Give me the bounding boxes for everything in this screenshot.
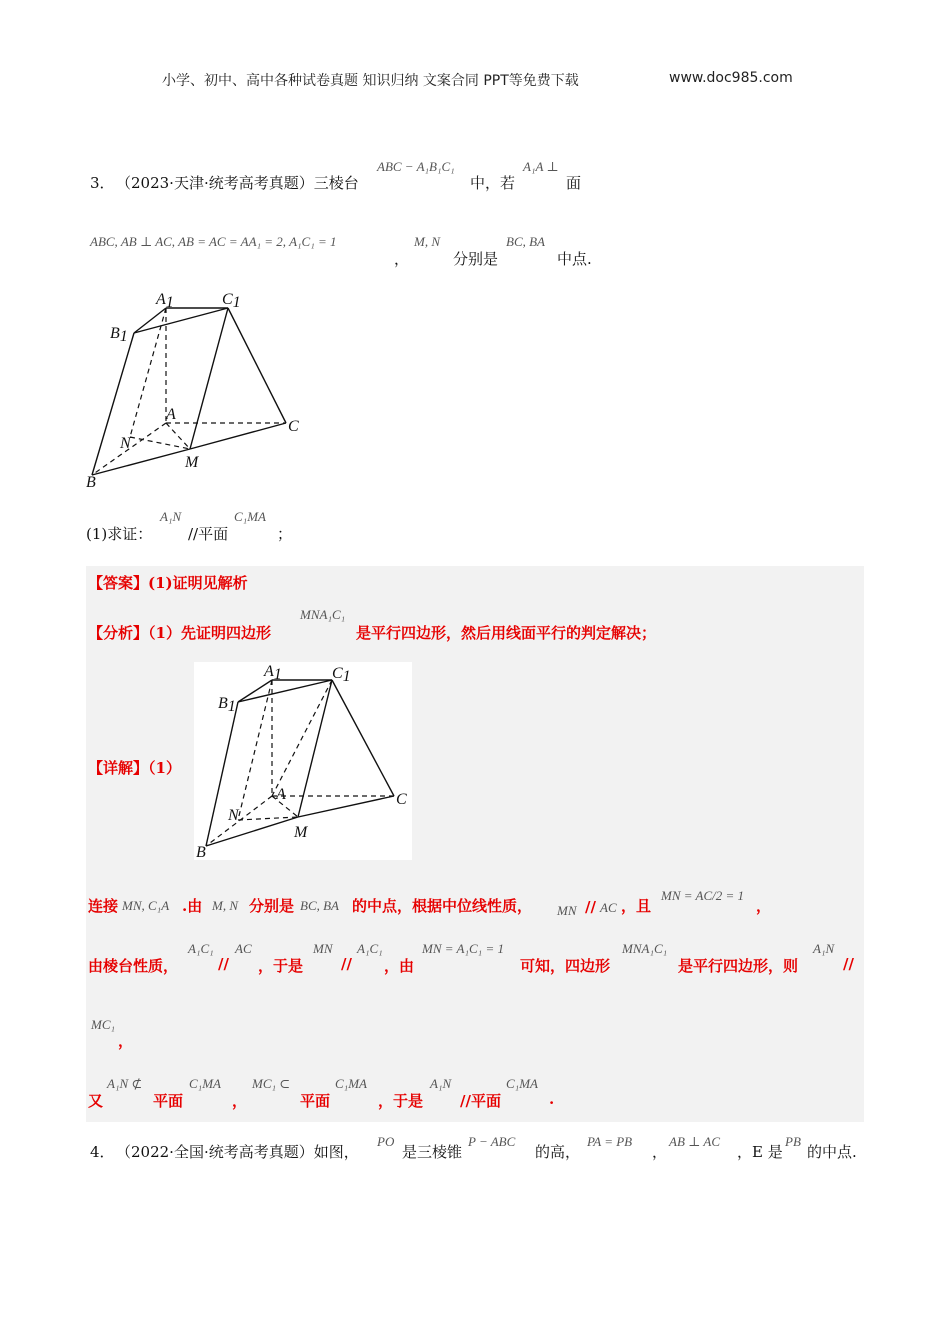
label-C1: C1 — [332, 665, 351, 685]
label-A: A — [276, 786, 286, 803]
frustum-figure — [80, 285, 320, 495]
text: ， — [232, 1092, 248, 1110]
math: PO — [377, 1134, 395, 1149]
question-number: 3． — [90, 174, 115, 192]
math: PB — [785, 1134, 801, 1149]
math: A₁C₁ — [357, 941, 383, 956]
math: AB ⊥ AC — [669, 1134, 720, 1149]
text: 面 — [566, 174, 582, 192]
text: 是三棱锥 — [402, 1143, 463, 1161]
analysis-suffix: 是平行四边形，然后用线面平行的判定解决； — [356, 624, 657, 642]
math: MC₁ ⊂ — [252, 1076, 291, 1091]
text: // — [843, 955, 854, 973]
math-conditions: ABC, AB ⊥ AC, AB = AC = AA₁ = 2, A₁C₁ = 1 — [90, 234, 337, 249]
math: AC — [600, 900, 617, 915]
text: ， — [652, 1143, 668, 1161]
header-text: 小学、初中、高中各种试卷真题 知识归纳 文案合同 PPT等免费下载 — [162, 73, 579, 89]
label-B: B — [86, 474, 96, 491]
math: M, N — [212, 898, 238, 913]
label-B1: B1 — [110, 325, 128, 345]
text: 又 — [88, 1092, 104, 1110]
part1-prefix: (1)求证： — [86, 525, 153, 543]
math-mn: M, N — [414, 234, 440, 249]
math: A₁N — [813, 941, 835, 956]
math: MN — [313, 941, 333, 956]
text: 连接 — [88, 897, 119, 915]
text: 分别是 — [453, 250, 499, 268]
detail-label: 【详解】（1） — [88, 759, 181, 777]
analysis-prefix: 【分析】（1）先证明四边形 — [88, 624, 271, 642]
math: MN — [557, 903, 577, 918]
math: C₁MA — [189, 1076, 221, 1091]
text: .由 — [182, 897, 203, 915]
text: 平面 — [153, 1092, 184, 1110]
text: // — [585, 898, 596, 916]
text: //平面 — [460, 1092, 501, 1110]
label-M: M — [294, 824, 308, 841]
label-B1: B1 — [218, 695, 236, 715]
text: ，于是 — [258, 957, 304, 975]
text: 平面 — [300, 1092, 331, 1110]
math-fraction: MN = AC/2 = 1 — [661, 888, 745, 903]
label-M: M — [185, 454, 199, 471]
math: A₁N ⊄ — [107, 1076, 143, 1091]
text: ； — [277, 525, 293, 543]
label-B: B — [196, 844, 206, 860]
math: BC, BA — [300, 898, 339, 913]
text: ， — [394, 250, 410, 268]
text: 的高， — [535, 1143, 581, 1161]
math: AC — [235, 941, 252, 956]
header-url: www.doc985.com — [669, 70, 793, 86]
text: 中点. — [557, 250, 592, 268]
math: MNA₁C₁ — [622, 941, 668, 956]
text: 分别是 — [249, 897, 295, 915]
text: 由棱台性质， — [88, 957, 179, 975]
text: ，E 是 — [737, 1143, 783, 1161]
math-perp: A₁A ⊥ — [523, 159, 559, 174]
label-C1: C1 — [222, 291, 241, 311]
math: MN = A₁C₁ = 1 — [422, 941, 504, 956]
text: ，且 — [621, 897, 652, 915]
text: . — [549, 1090, 555, 1108]
math-quad: MNA₁C₁ — [300, 607, 346, 622]
math-plane: C₁MA — [234, 509, 266, 524]
math: MC₁ — [91, 1017, 116, 1032]
math-a1n: A₁N — [160, 509, 182, 524]
math: C₁MA — [335, 1076, 367, 1091]
label-N: N — [120, 435, 131, 452]
text: 的中点，根据中位线性质， — [352, 897, 533, 915]
math: A₁C₁ — [188, 941, 214, 956]
math: A₁N — [430, 1076, 452, 1091]
label-A: A — [166, 406, 176, 423]
math: P − ABC — [468, 1134, 516, 1149]
math: MN, C₁A — [122, 898, 170, 913]
text: ，由 — [384, 957, 415, 975]
answer-line: 【答案】(1)证明见解析 — [88, 574, 248, 592]
question-number: 4． — [90, 1143, 115, 1161]
text: ，于是 — [378, 1092, 424, 1110]
text: 中，若 — [470, 174, 516, 192]
math: C₁MA — [506, 1076, 538, 1091]
math: PA = PB — [587, 1134, 633, 1149]
math-bcba: BC, BA — [506, 234, 545, 249]
question-source: （2023·天津·统考高考真题）三棱台 — [116, 174, 359, 192]
math-frustum: ABC − A₁B₁C₁ — [377, 159, 455, 174]
label-C: C — [396, 791, 407, 808]
text: 的中点. — [807, 1143, 857, 1161]
label-A1: A1 — [156, 291, 174, 311]
text: （2022·全国·统考高考真题）如图， — [116, 1143, 359, 1161]
text: 是平行四边形，则 — [678, 957, 799, 975]
text: // — [341, 955, 352, 973]
frustum-figure-detail — [194, 662, 412, 860]
label-A1: A1 — [264, 663, 282, 683]
label-N: N — [228, 807, 239, 824]
text: //平面 — [188, 525, 229, 543]
label-C: C — [288, 418, 299, 435]
text: ， — [756, 897, 772, 915]
text: ， — [118, 1032, 134, 1050]
text: // — [218, 955, 229, 973]
text: 可知，四边形 — [520, 957, 611, 975]
